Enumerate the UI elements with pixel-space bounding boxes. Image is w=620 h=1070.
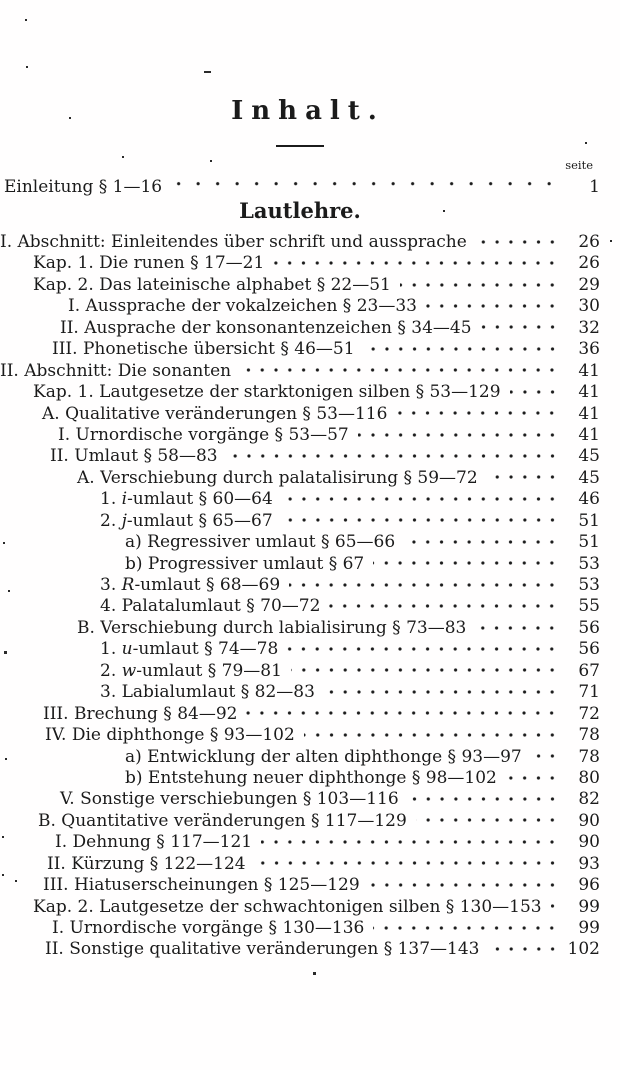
scan-noise-speck: [610, 240, 612, 242]
page-number: 55: [578, 596, 600, 617]
scan-noise-speck: [15, 880, 17, 882]
toc-entry-text: Kap. 2. Lautgesetze der schwachtonigen silben § 130—153: [33, 896, 542, 917]
toc-entry-text: IV. Die diphthonge § 93—102: [45, 725, 295, 746]
page-number: 80: [578, 767, 600, 788]
page-number: 29: [578, 274, 600, 295]
toc-row: [0, 339, 600, 360]
dot-leader: [475, 618, 562, 639]
dot-leader: [531, 747, 562, 768]
toc-row: [0, 554, 600, 575]
toc-entry-text: 2. j-umlaut § 65—67: [100, 510, 273, 531]
dot-leader: [287, 639, 562, 660]
toc-entry-text: III. Hiatuserscheinungen § 125—129: [43, 875, 360, 896]
toc-row: [0, 704, 600, 725]
toc-entry-text: II. Ausprache der konsonantenzeichen § 34—45: [60, 317, 472, 338]
toc-row: [0, 361, 600, 382]
scan-noise-speck: [2, 836, 4, 838]
toc-entry-text: 1. u-umlaut § 74—78: [100, 639, 279, 660]
toc-entry-text: a) Regressiver umlaut § 65—66: [125, 532, 396, 553]
toc-entry-text: Kap. 2. Das lateinische alphabet § 22—51: [33, 274, 391, 295]
page-number: 53: [578, 575, 600, 595]
page-number: 51: [578, 510, 600, 531]
toc-entry-text: a) Entwicklung der alten diphthonge § 93—97: [125, 746, 522, 767]
page-number: 90: [578, 832, 600, 853]
page-number: 71: [578, 682, 600, 703]
toc-entry-text: A. Verschiebung durch palatalisirung § 59—72: [77, 467, 478, 488]
toc-entry-text: II. Umlaut § 58—83: [50, 446, 218, 467]
toc-row: [0, 682, 600, 703]
scan-noise-speck: [443, 210, 445, 212]
toc-row: [0, 832, 600, 853]
page-number: 41: [578, 403, 600, 424]
page-number: 90: [578, 810, 600, 831]
page-number: 99: [578, 918, 600, 938]
toc-entry-text: III. Phonetische übersicht § 46—51: [52, 339, 355, 360]
dot-leader: [369, 875, 562, 896]
page-number: 93: [578, 853, 600, 874]
page-number: 78: [578, 746, 600, 767]
toc-row: [0, 177, 600, 198]
toc-row: [0, 511, 600, 532]
toc-row: [0, 404, 600, 425]
page-number: 45: [578, 446, 600, 467]
toc-entry-text: Einleitung § 1—16: [4, 177, 163, 197]
dot-leader: [408, 789, 562, 810]
toc-entry-text: II. Kürzung § 122—124: [47, 853, 246, 874]
dot-leader: [282, 489, 562, 510]
toc-entry-text: I. Urnordische vorgänge § 53—57: [58, 424, 349, 445]
page-number: 82: [578, 789, 600, 810]
scan-noise-speck: [5, 758, 7, 760]
scan-noise-speck: [204, 71, 211, 73]
page-number: 36: [578, 339, 600, 360]
dot-leader: [246, 704, 562, 725]
toc-row: [0, 318, 600, 339]
page-number: 26: [578, 232, 600, 252]
dot-leader: [358, 425, 562, 446]
toc-row: [0, 897, 600, 918]
toc-entry-text: V. Sonstige verschiebungen § 103—116: [60, 789, 399, 810]
page-number: 1: [589, 177, 600, 197]
toc-row: [0, 875, 600, 896]
toc-row: [0, 747, 600, 768]
page-number: 102: [567, 939, 600, 960]
scan-noise-speck: [4, 651, 7, 654]
toc-row: [0, 811, 600, 832]
toc-entry-text: b) Entstehung neuer diphthonge § 98—102: [125, 767, 497, 788]
dot-leader: [489, 939, 563, 960]
page-number: 96: [578, 875, 600, 896]
toc-entry-text: Kap. 1. Lautgesetze der starktonigen silben § 53—129: [33, 382, 501, 403]
scan-noise-speck: [25, 19, 27, 21]
dot-leader: [171, 177, 562, 198]
toc-row: [0, 382, 600, 403]
scan-noise-speck: [313, 972, 316, 975]
page-number: 56: [578, 639, 600, 660]
toc-row: [0, 253, 600, 274]
toc-row: [0, 918, 600, 939]
dot-leader: [289, 575, 562, 596]
page-number: 53: [578, 553, 600, 574]
dot-leader: [304, 725, 562, 746]
toc-row: [0, 425, 600, 446]
toc-row: [0, 575, 600, 596]
toc-entry-text: I. Aussprache der vokalzeichen § 23—33: [68, 296, 417, 317]
dot-leader: [481, 318, 562, 339]
page-number: 72: [578, 703, 600, 724]
dot-leader: [240, 361, 562, 382]
toc-row: [0, 296, 600, 317]
dot-leader: [273, 253, 562, 274]
toc-row: [0, 768, 600, 789]
title-divider-rule: [276, 145, 324, 147]
toc-intro-list: [0, 177, 600, 198]
toc-entry-text: 3. R-umlaut § 68—69: [100, 575, 281, 595]
scan-noise-speck: [69, 117, 71, 119]
toc-row: [0, 639, 600, 660]
toc-entry-text: 4. Palatalumlaut § 70—72: [100, 596, 321, 617]
scan-noise-speck: [26, 66, 28, 68]
dot-leader: [510, 382, 562, 403]
toc-entry-text: B. Verschiebung durch labialisirung § 73—83: [77, 617, 467, 638]
toc-row: [0, 725, 600, 746]
dot-leader: [261, 832, 562, 853]
toc-entry-text: 2. w-umlaut § 79—81: [100, 660, 282, 681]
dot-leader: [364, 339, 562, 360]
toc-entry-text: II. Sonstige qualitative veränderungen § 137—143: [45, 939, 480, 960]
dot-leader: [373, 918, 562, 939]
section-heading: Lautlehre.: [239, 198, 361, 223]
toc-row: [0, 532, 600, 553]
scan-noise-speck: [3, 542, 5, 544]
dot-leader: [324, 682, 562, 703]
page-number: 41: [578, 360, 600, 381]
page-number: 41: [578, 424, 600, 445]
toc-row: [0, 618, 600, 639]
toc-entry-text: I. Abschnitt: Einleitendes über schrift und aussprache: [0, 232, 467, 252]
toc-row: [0, 939, 600, 960]
dot-leader: [400, 275, 562, 296]
dot-leader: [426, 296, 562, 317]
toc-entry-text: III. Brechung § 84—92: [43, 703, 238, 724]
dot-leader: [506, 768, 562, 789]
toc-row: [0, 446, 600, 467]
page-number: 99: [578, 896, 600, 917]
toc-row: [0, 596, 600, 617]
scan-noise-speck: [585, 142, 587, 144]
toc-row: [0, 661, 600, 682]
toc-row: [0, 468, 600, 489]
dot-leader: [227, 446, 562, 467]
dot-leader: [329, 596, 562, 617]
toc-entry-text: Kap. 1. Die runen § 17—21: [33, 253, 265, 274]
toc-entry-text: 3. Labialumlaut § 82—83: [100, 682, 315, 703]
toc-row: [0, 275, 600, 296]
dot-leader: [255, 854, 562, 875]
page-title: Inhalt.: [231, 96, 385, 126]
dot-leader: [373, 554, 562, 575]
toc-entry-text: B. Quantitative veränderungen § 117—129: [38, 810, 407, 831]
toc-entry-text: A. Qualitative veränderungen § 53—116: [42, 403, 388, 424]
toc-entry-text: b) Progressiver umlaut § 67: [125, 553, 365, 574]
page-number: 26: [578, 253, 600, 274]
scan-noise-speck: [122, 156, 124, 158]
page-number: 67: [578, 660, 600, 681]
scan-noise-speck: [8, 590, 10, 592]
toc-entry-text: II. Abschnitt: Die sonanten: [0, 360, 232, 381]
dot-leader: [404, 532, 562, 553]
toc-row: [0, 489, 600, 510]
toc-entry-text: 1. i-umlaut § 60—64: [100, 489, 273, 510]
page-number: 41: [578, 382, 600, 403]
page-column-header: seite: [565, 158, 593, 172]
toc-list: [0, 232, 600, 961]
dot-leader: [291, 661, 562, 682]
toc-row: [0, 789, 600, 810]
dot-leader: [282, 511, 562, 532]
dot-leader: [487, 468, 562, 489]
page-number: 30: [578, 296, 600, 317]
toc-entry-text: I. Dehnung § 117—121: [55, 832, 253, 853]
dot-leader: [551, 897, 562, 918]
page-number: 46: [578, 489, 600, 510]
scan-noise-speck: [2, 874, 4, 876]
page-number: 56: [578, 617, 600, 638]
toc-row: [0, 854, 600, 875]
page-number: 78: [578, 725, 600, 746]
dot-leader: [416, 811, 562, 832]
dot-leader: [396, 404, 562, 425]
toc-row: [0, 232, 600, 253]
dot-leader: [476, 232, 562, 253]
page-number: 45: [578, 467, 600, 488]
page-number: 51: [578, 532, 600, 553]
scan-noise-speck: [210, 160, 212, 162]
page-number: 32: [578, 317, 600, 338]
toc-entry-text: I. Urnordische vorgänge § 130—136: [52, 918, 365, 938]
